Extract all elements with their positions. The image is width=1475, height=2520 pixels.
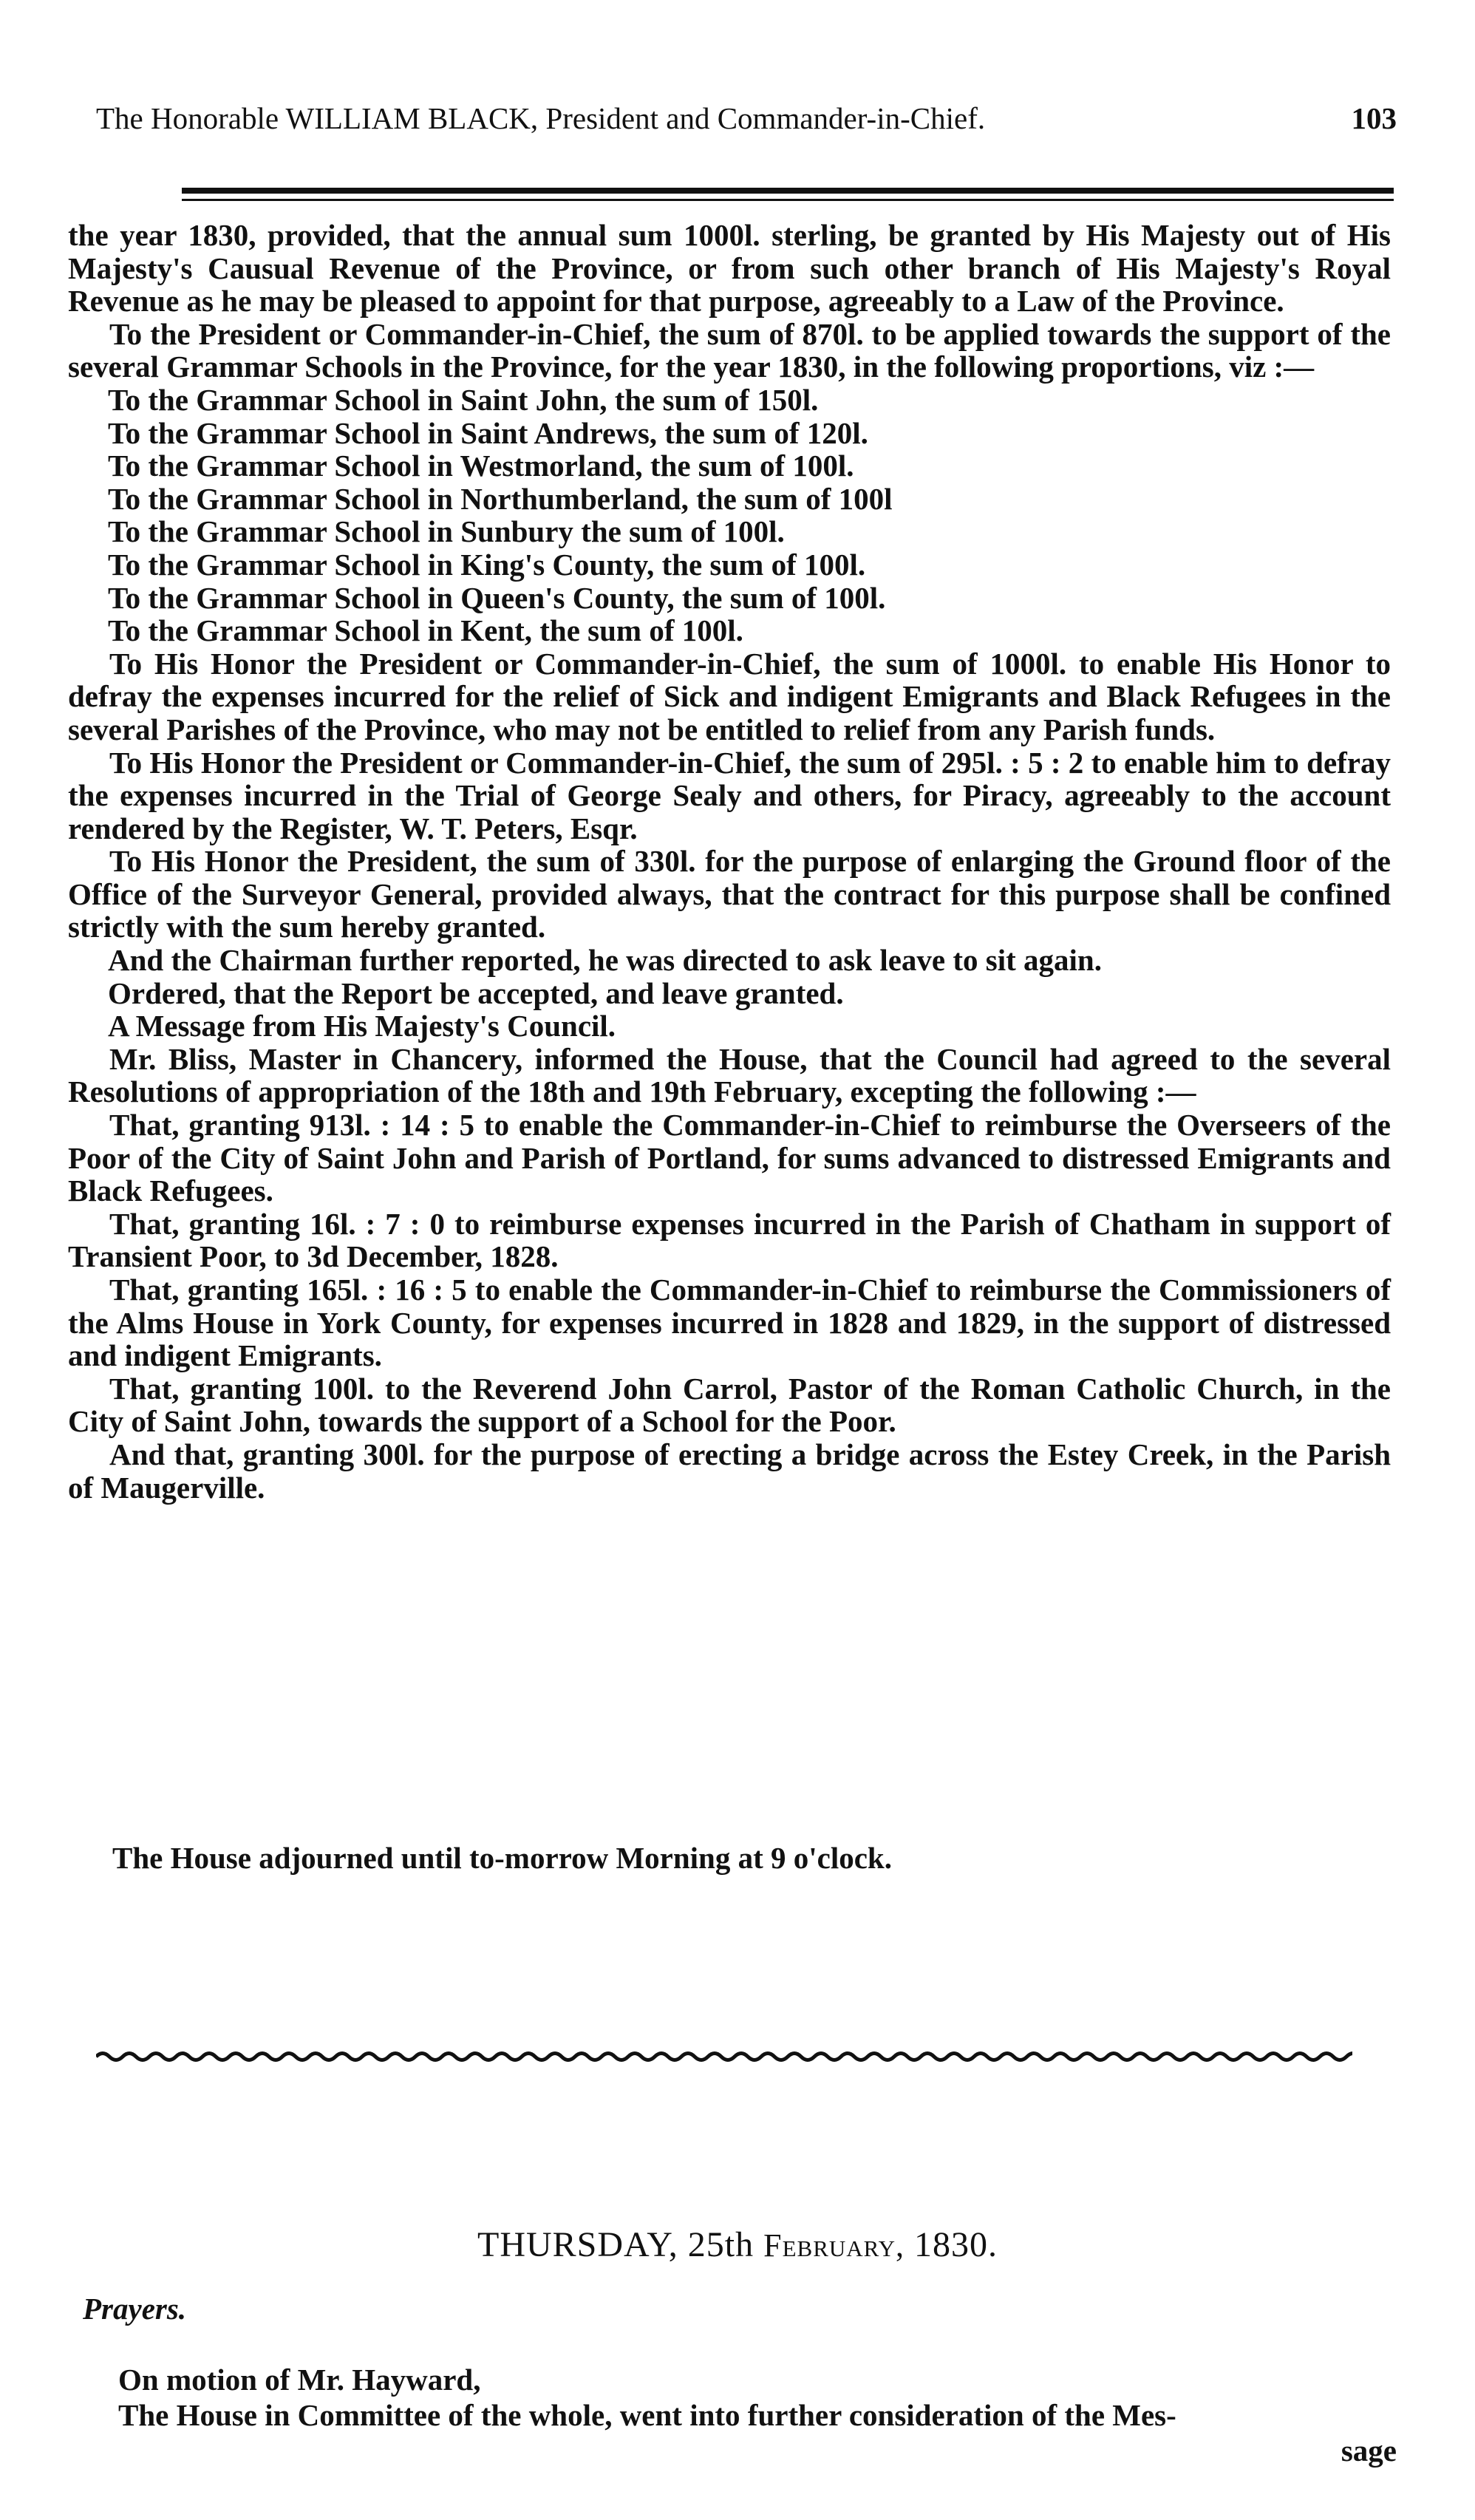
paragraph-council-message: A Message from His Majesty's Council. <box>108 1009 616 1043</box>
sitting-date <box>0 2224 1475 2265</box>
page-number: 103 <box>1351 101 1397 135</box>
catchword: sage <box>1341 2434 1397 2468</box>
paragraph-emigrants-relief: To His Honor the President or Commander-in-Chief, the sum of 1000l. to enable His Honor to defray the expenses incurred for the relief of Sick and indigent Emigrants and Black Refugees in the several Parishes of the Province, who may not be entitled to relief from any Parish funds. <box>68 646 1391 746</box>
header-rule-thin <box>182 199 1394 201</box>
grant-item: To the Grammar School in Westmorland, the sum of 100l. <box>108 449 854 483</box>
sitting-month: February, <box>763 2227 905 2264</box>
paragraph-exception: That, granting 100l. to the Reverend John Carrol, Pastor of the Roman Catholic Church, in the City of Saint John, towards the support of a School for the Poor. <box>68 1371 1391 1439</box>
paragraph-chairman-report: And the Chairman further reported, he was directed to ask leave to sit again. <box>108 943 1102 978</box>
paragraph-exception: That, granting 16l. : 7 : 0 to reimburse expenses incurred in the Parish of Chatham in support of Transient Poor, to 3d December, 1828. <box>68 1206 1391 1274</box>
paragraph-exception: And that, granting 300l. for the purpose of erecting a bridge across the Estey Creek, in the Parish of Maugerville. <box>68 1437 1391 1505</box>
grant-item: To the Grammar School in Sunbury the sum of 100l. <box>108 514 785 549</box>
running-header <box>96 96 1397 140</box>
prayers-heading: Prayers. <box>83 2292 187 2326</box>
paragraph-exception: That, granting 913l. : 14 : 5 to enable the Commander-in-Chief to reimburse the Overseers of the Poor of the City of Saint John and Parish of Portland, for sums advanced to distressed Emigrants and Black Refugees. <box>68 1108 1391 1208</box>
running-title: The Honorable WILLIAM BLACK, President and Commander-in-Chief. <box>96 101 986 135</box>
header-rule-thick <box>182 188 1394 194</box>
paragraph-piracy-trial: To His Honor the President or Commander-in-Chief, the sum of 295l. : 5 : 2 to enable him to defray the expenses incurred in the Trial of George Sealy and others, for Piracy, agreeably to the account rendered by the Register, W. T. Peters, Esqr. <box>68 745 1391 845</box>
sitting-day: THURSDAY, <box>477 2225 678 2264</box>
committee-line: The House in Committee of the whole, went into further consideration of the Mes- <box>118 2398 1176 2432</box>
paragraph-grammar-schools: To the President or Commander-in-Chief, the sum of 870l. to be applied towards the support of the several Grammar Schools in the Province, for the year 1830, in the following proportions, viz :— <box>68 316 1391 384</box>
grant-item: To the Grammar School in Northumberland, the sum of 100l <box>108 481 893 516</box>
grant-item: To the Grammar School in Saint Andrews, the sum of 120l. <box>108 415 868 450</box>
grant-item: To the Grammar School in Saint John, the sum of 150l. <box>108 382 819 417</box>
motion-section <box>118 2362 1397 2468</box>
paragraph-surveyor-office: To His Honor the President, the sum of 330l. for the purpose of enlarging the Ground floor of the Office of the Surveyor General, provided always, that the contract for this purpose shall be confined strictly with the sum hereby granted. <box>68 844 1391 944</box>
section-divider <box>96 2049 1352 2065</box>
paragraph-continuation: the year 1830, provided, that the annual sum 1000l. sterling, be granted by His Majesty out of His Majesty's Causual Revenue of the Province, or from such other branch of His Majesty's Royal Revenue as he may be pleased to appoint for that purpose, agreeably to a Law of the Province. <box>68 218 1391 319</box>
sitting-day-of-month: 25th <box>687 2225 754 2264</box>
paragraph-ordered: Ordered, that the Report be accepted, and leave granted. <box>108 975 844 1010</box>
paragraph-exception: That, granting 165l. : 16 : 5 to enable the Commander-in-Chief to reimburse the Commissioners of the Alms House in York County, for expenses incurred in 1828 and 1829, in the support of distressed and indigent Emigrants. <box>68 1273 1391 1373</box>
paragraph-mr-bliss: Mr. Bliss, Master in Chancery, informed the House, that the Council had agreed to the several Resolutions of appropriation of the 18th and 19th February, excepting the following :— <box>68 1041 1391 1109</box>
grant-item: To the Grammar School in Queen's County, the sum of 100l. <box>108 580 886 615</box>
grant-item: To the Grammar School in King's County, the sum of 100l. <box>108 547 866 582</box>
motion-line: On motion of Mr. Hayward, <box>118 2363 481 2397</box>
proceedings-text <box>68 219 1391 1504</box>
sitting-year: 1830. <box>914 2225 998 2264</box>
grant-item: To the Grammar School in Kent, the sum of 100l. <box>108 613 743 648</box>
adjournment-line: The House adjourned until to-morrow Morning at 9 o'clock. <box>112 1841 892 1875</box>
